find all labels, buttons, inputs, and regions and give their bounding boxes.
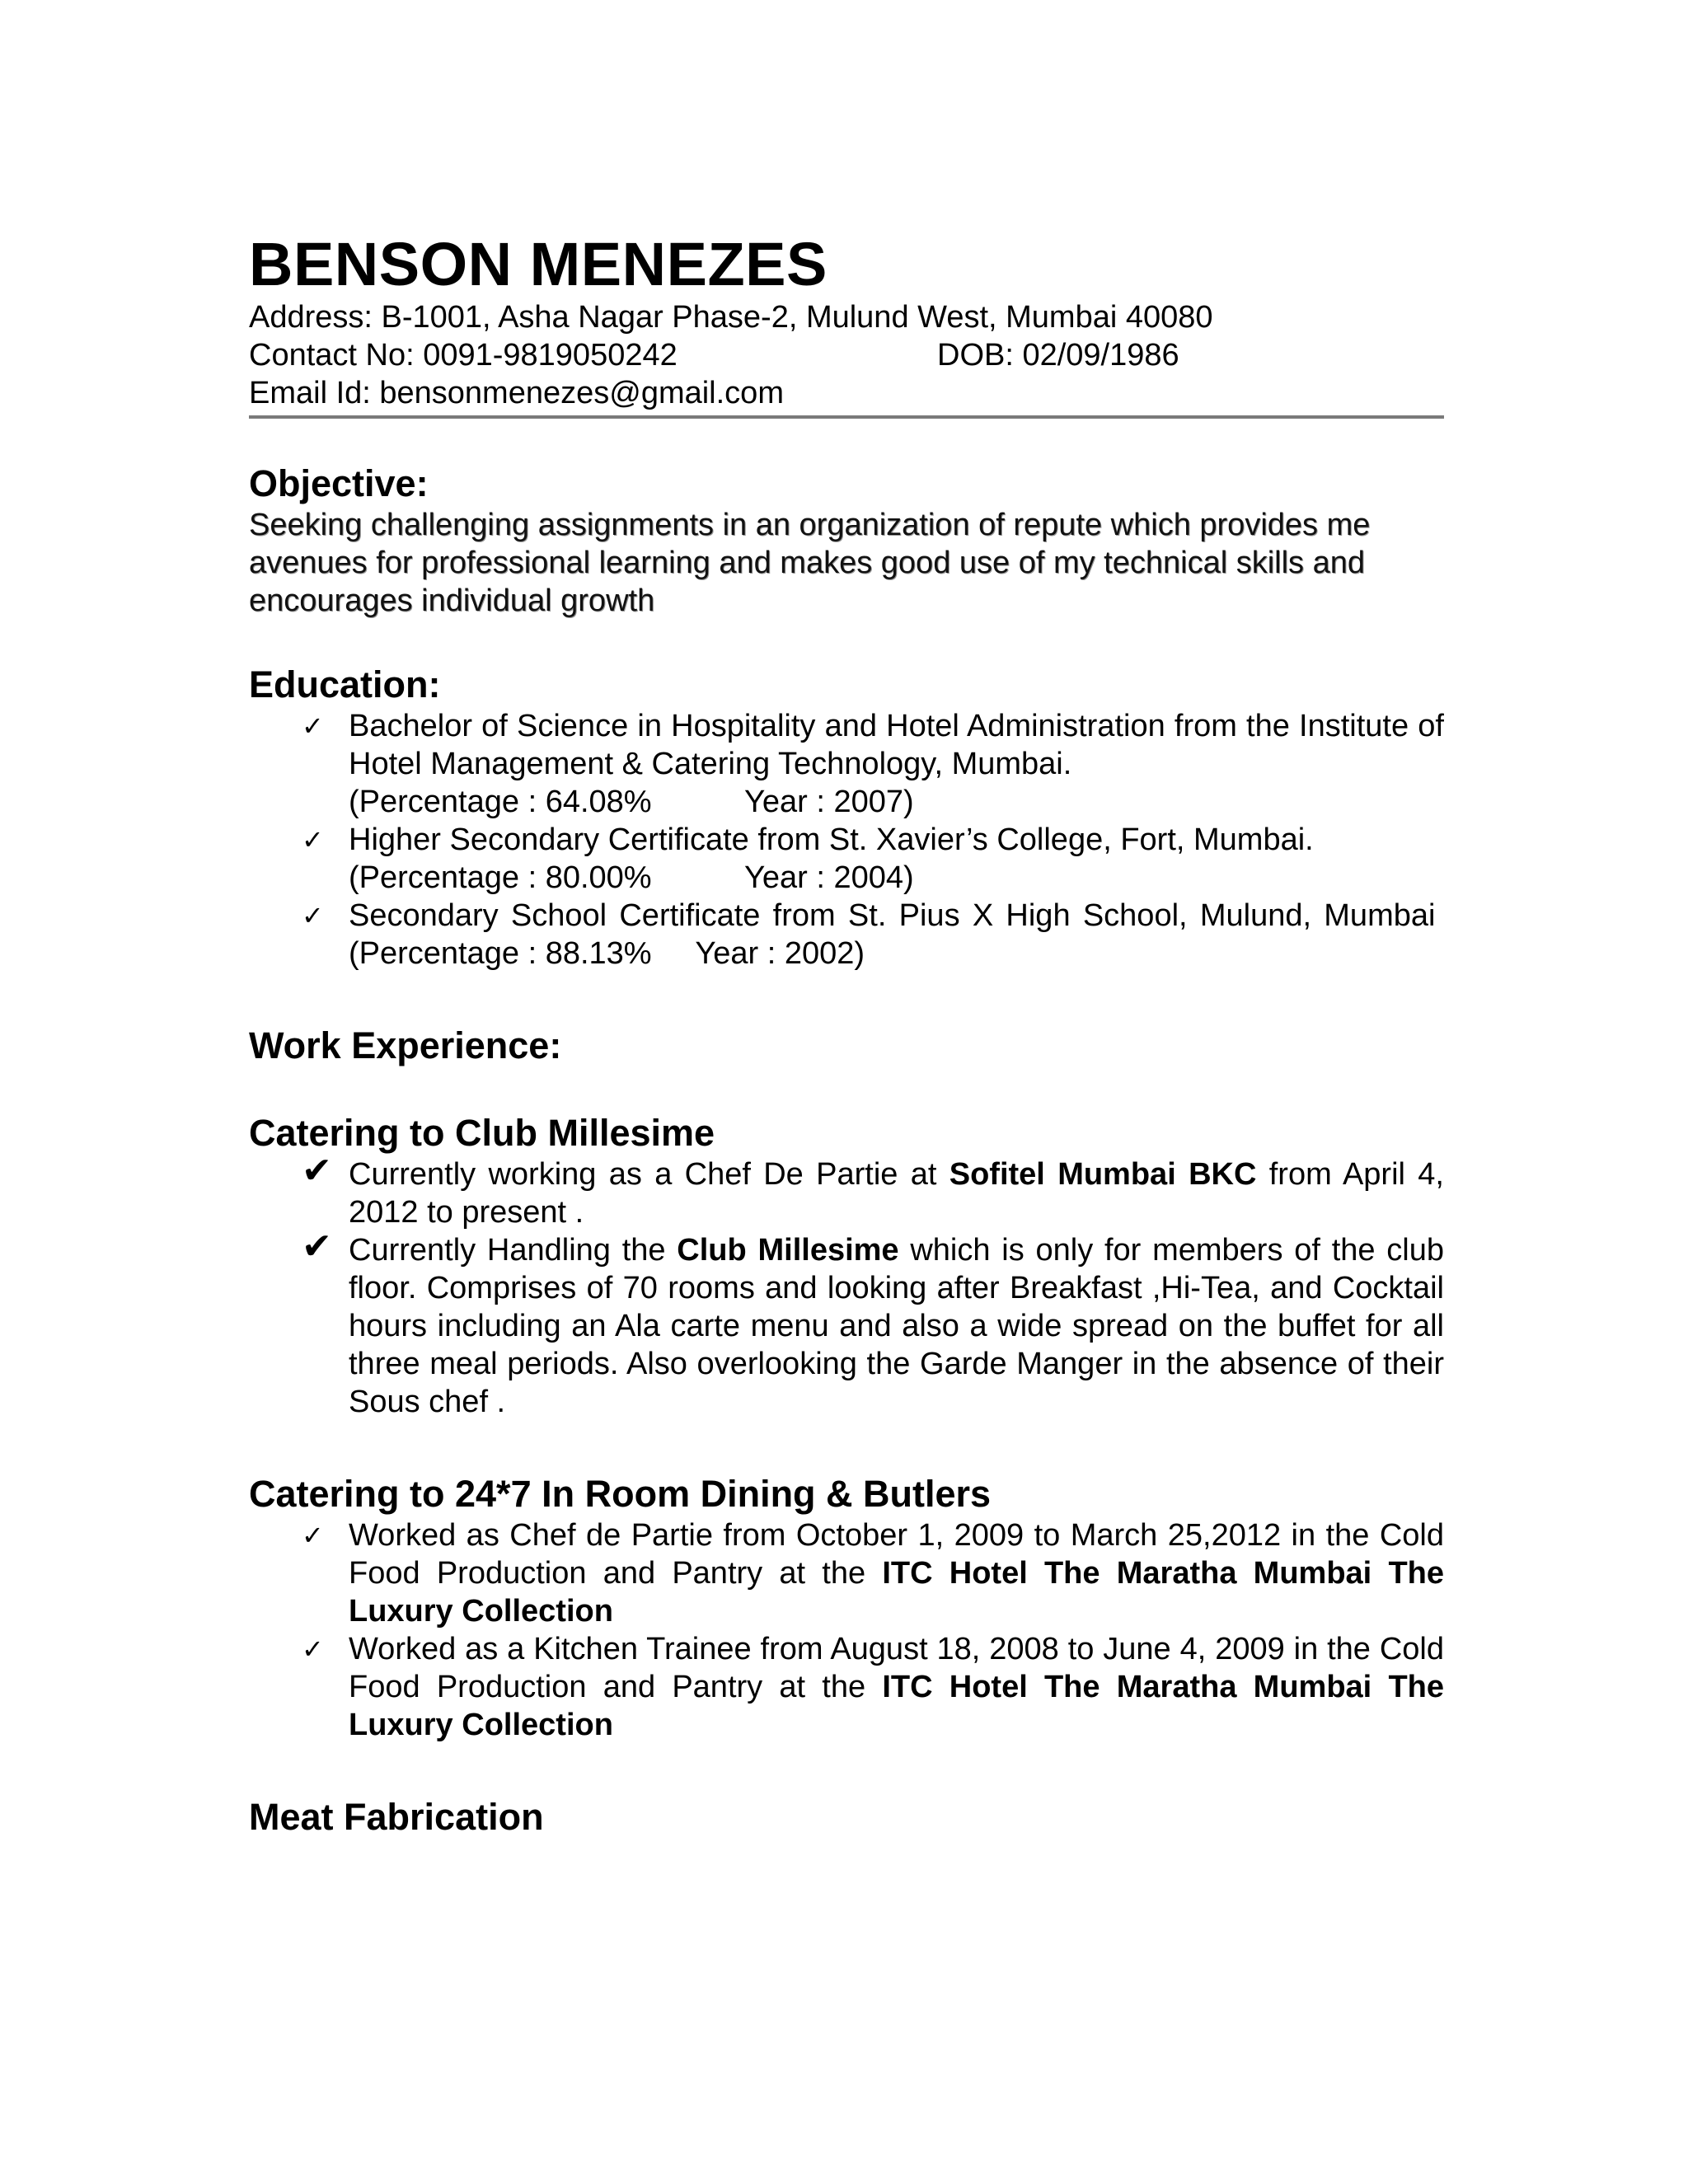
- objective-heading: Objective:: [249, 462, 429, 504]
- club-millesime-list: [249, 1150, 1444, 1421]
- resume-page: [249, 231, 1444, 1840]
- education-item: [249, 821, 1444, 897]
- candidate-name: BENSON MENEZES: [249, 230, 828, 298]
- checkmark-icon: ✓: [302, 1633, 324, 1665]
- education-percentage: (Percentage : 64.08%: [349, 785, 652, 819]
- checkmark-icon: ✓: [302, 710, 324, 742]
- education-list: [249, 707, 1444, 972]
- contact-number: Contact No: 0091-9819050242: [249, 338, 678, 373]
- in-room-dining-list: [249, 1516, 1444, 1744]
- education-year: Year : 2002): [695, 936, 865, 971]
- experience-text: from April 4, 2012 to present .: [349, 1157, 1444, 1230]
- education-degree: Higher Secondary Certificate from St. Xavier’s College, Fort, Mumbai.: [349, 823, 1314, 857]
- education-year: Year : 2004): [744, 860, 914, 895]
- experience-item: [249, 1630, 1444, 1744]
- email: Email Id: bensonmenezes@gmail.com: [249, 376, 784, 410]
- checkmark-icon: ✓: [302, 1520, 324, 1551]
- checkmark-icon: ✔: [302, 1150, 332, 1192]
- work-experience-heading: Work Experience:: [249, 1024, 562, 1066]
- club-millesime-heading: Catering to Club Millesime: [249, 1112, 715, 1154]
- education-percentage: (Percentage : 88.13%: [349, 936, 652, 971]
- education-item: [249, 707, 1444, 821]
- objective-text: Seeking challenging assignments in an organization of repute which provides me avenues for professional learning and makes good use of my technical skills and encourages individual growth: [249, 508, 1371, 618]
- employer-name: Sofitel Mumbai BKC: [949, 1157, 1257, 1192]
- experience-text: Currently working as a Chef De Partie at: [349, 1157, 950, 1192]
- education-degree: Bachelor of Science in Hospitality and Hotel Administration from the Institute of Hotel Management & Catering Technology, Mumbai.: [349, 709, 1444, 781]
- checkmark-icon: ✓: [302, 900, 324, 931]
- education-item: [249, 897, 1444, 972]
- experience-text: which is only for members of the club floor. Comprises of 70 rooms and looking after Breakfast ,Hi-Tea, and Cocktail hours including an Ala carte menu and also a wide spread on the buffet for all three meal periods. Also overlooking the Garde Manger in the absence of their Sous chef .: [349, 1233, 1444, 1419]
- education-year: Year : 2007): [744, 785, 914, 819]
- date-of-birth: DOB: 02/09/1986: [937, 338, 1179, 373]
- experience-item: [249, 1516, 1444, 1630]
- education-degree: Secondary School Certificate from St. Pius X High School, Mulund, Mumbai: [349, 898, 1436, 933]
- experience-text: Worked as Chef de Partie from October 1, 2009 to March 25,2012 in the Cold Food Production and Pantry at the: [349, 1518, 1444, 1591]
- experience-item: [249, 1150, 1444, 1231]
- checkmark-icon: ✓: [302, 824, 324, 855]
- contact-block: [249, 298, 1444, 412]
- contact-row: [249, 336, 1444, 374]
- meat-fabrication-heading: Meat Fabrication: [249, 1796, 544, 1838]
- employer-name: ITC Hotel The Maratha Mumbai The Luxury Collection: [349, 1556, 1444, 1629]
- in-room-dining-heading: Catering to 24*7 In Room Dining & Butlers: [249, 1473, 992, 1515]
- checkmark-icon: ✔: [302, 1226, 332, 1268]
- header-divider: [249, 415, 1444, 419]
- experience-text: Currently Handling the: [349, 1233, 678, 1268]
- employer-name: ITC Hotel The Maratha Mumbai The Luxury Collection: [349, 1670, 1444, 1742]
- outlet-name: Club Millesime: [677, 1233, 899, 1268]
- education-heading: Education:: [249, 663, 441, 705]
- education-percentage: (Percentage : 80.00%: [349, 860, 652, 895]
- experience-item: [249, 1226, 1444, 1421]
- experience-text: Worked as a Kitchen Trainee from August 18, 2008 to June 4, 2009 in the Cold Food Production and Pantry at the: [349, 1632, 1444, 1704]
- address: Address: B-1001, Asha Nagar Phase-2, Mulund West, Mumbai 40080: [249, 300, 1213, 335]
